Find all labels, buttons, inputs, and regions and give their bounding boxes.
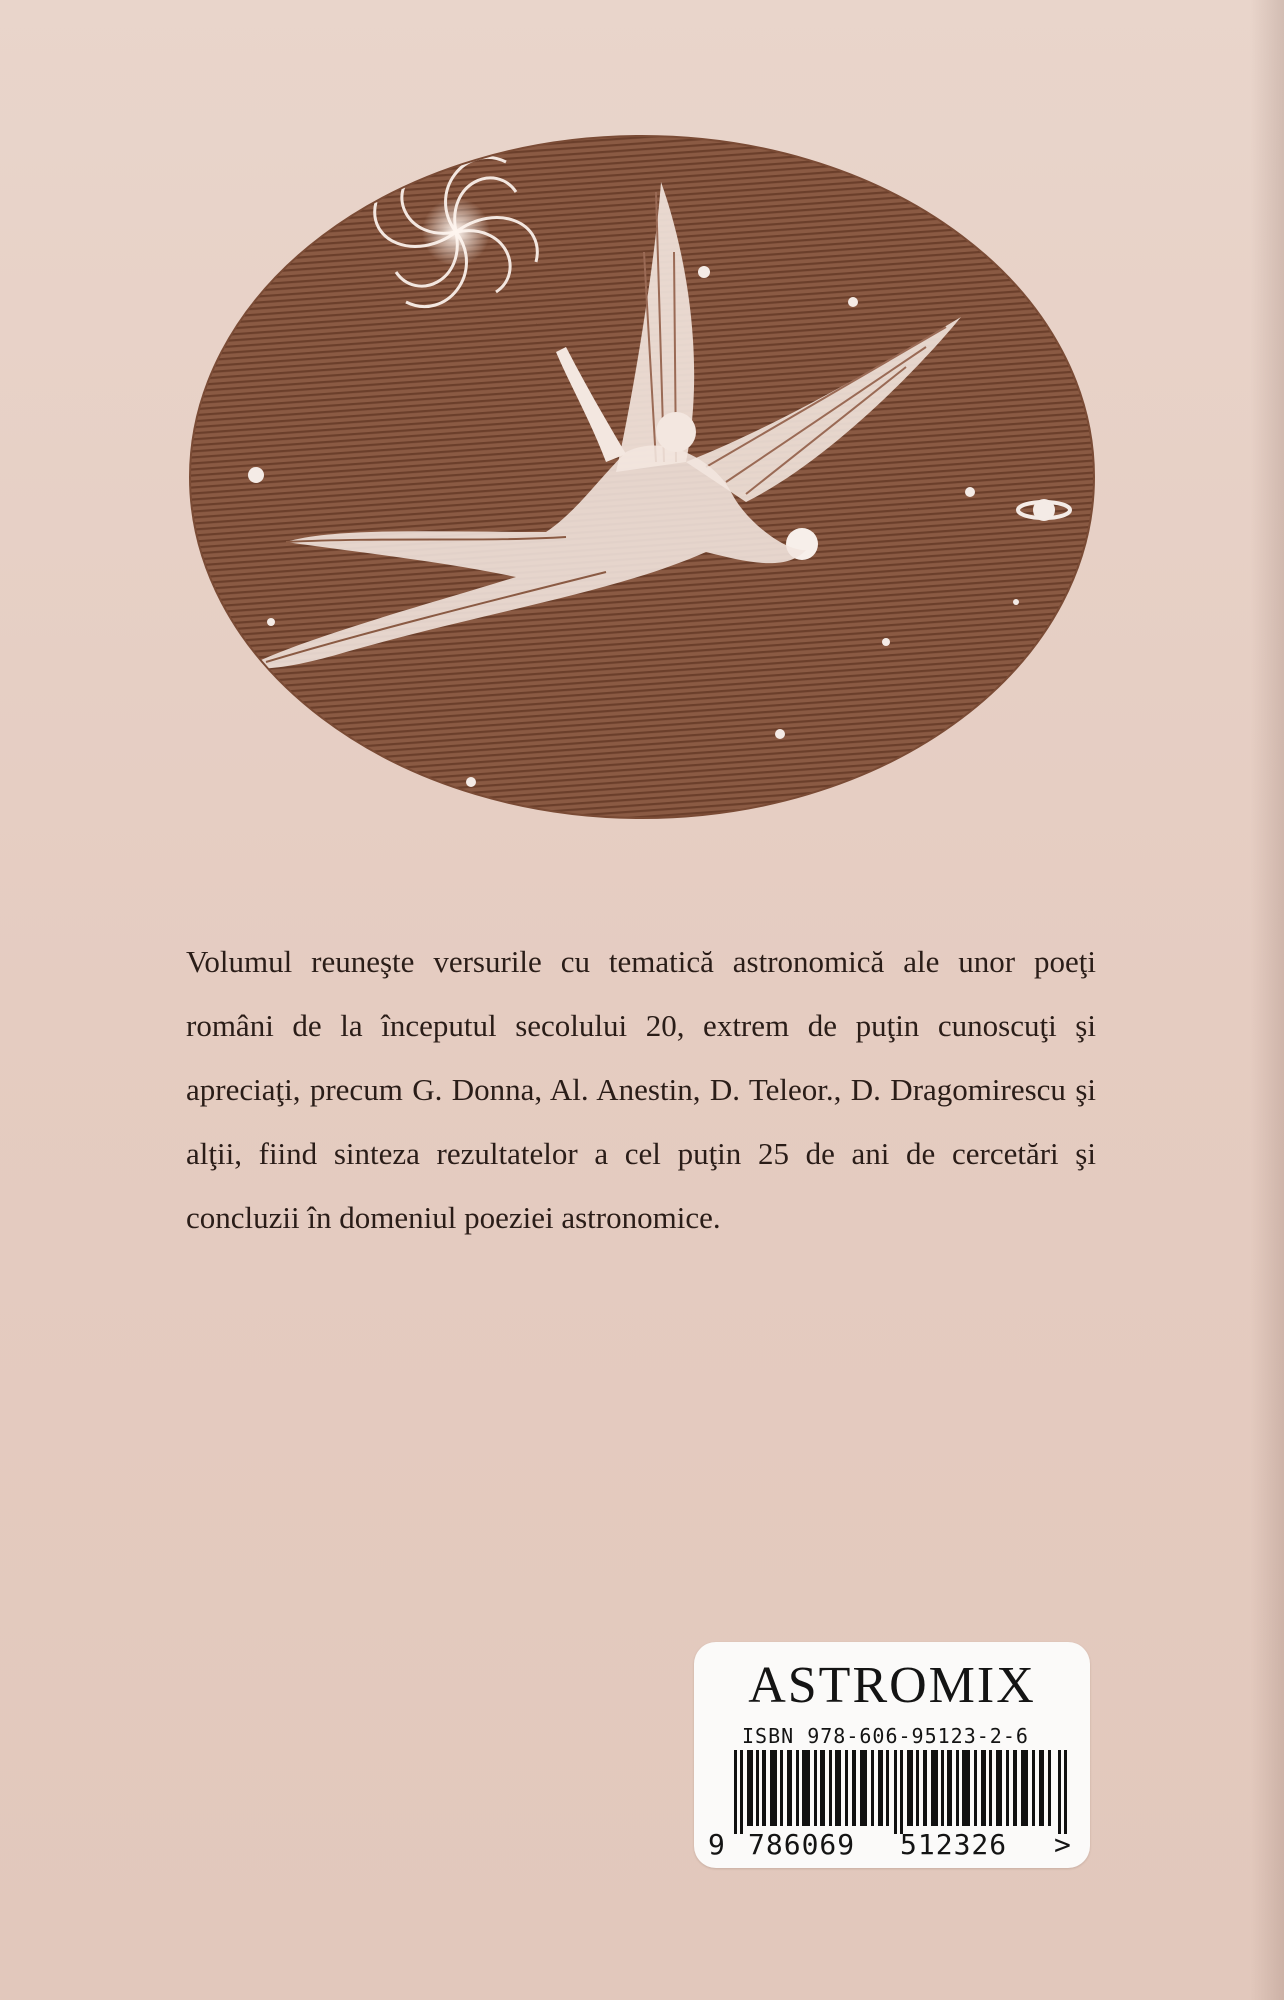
ean-left-group: 786069 xyxy=(748,1828,856,1861)
ean-lead-digit: 9 xyxy=(708,1828,725,1861)
spine-edge-shadow xyxy=(1250,0,1284,2000)
winged-figure-engraving-icon xyxy=(186,132,1098,822)
isbn-label xyxy=(694,1642,1090,1868)
barcode-icon xyxy=(734,1750,1070,1834)
book-description: Volumul reuneşte versurile cu tematică astronomică ale unor poeţi români de la începutul secolului 20, extrem de puţin cunoscuţi şi apreciaţi, precum G. Donna, Al. Anestin, D. Teleor., D. Dragomirescu şi alţii, fiind sinteza rezultatelor a cel puţin 25 de ani de cercetări şi concluzii în domeniul poeziei astronomice. xyxy=(186,944,1096,1235)
cover-illustration xyxy=(186,132,1098,822)
isbn-text: ISBN 978-606-95123-2-6 xyxy=(742,1724,1029,1748)
ean-arrow: > xyxy=(1054,1828,1071,1861)
publisher-logo: ASTROMIX xyxy=(748,1657,1036,1714)
ean-digits xyxy=(694,1828,1090,1862)
ean-right-group: 512326 xyxy=(900,1828,1008,1861)
barcode xyxy=(734,1750,1070,1834)
